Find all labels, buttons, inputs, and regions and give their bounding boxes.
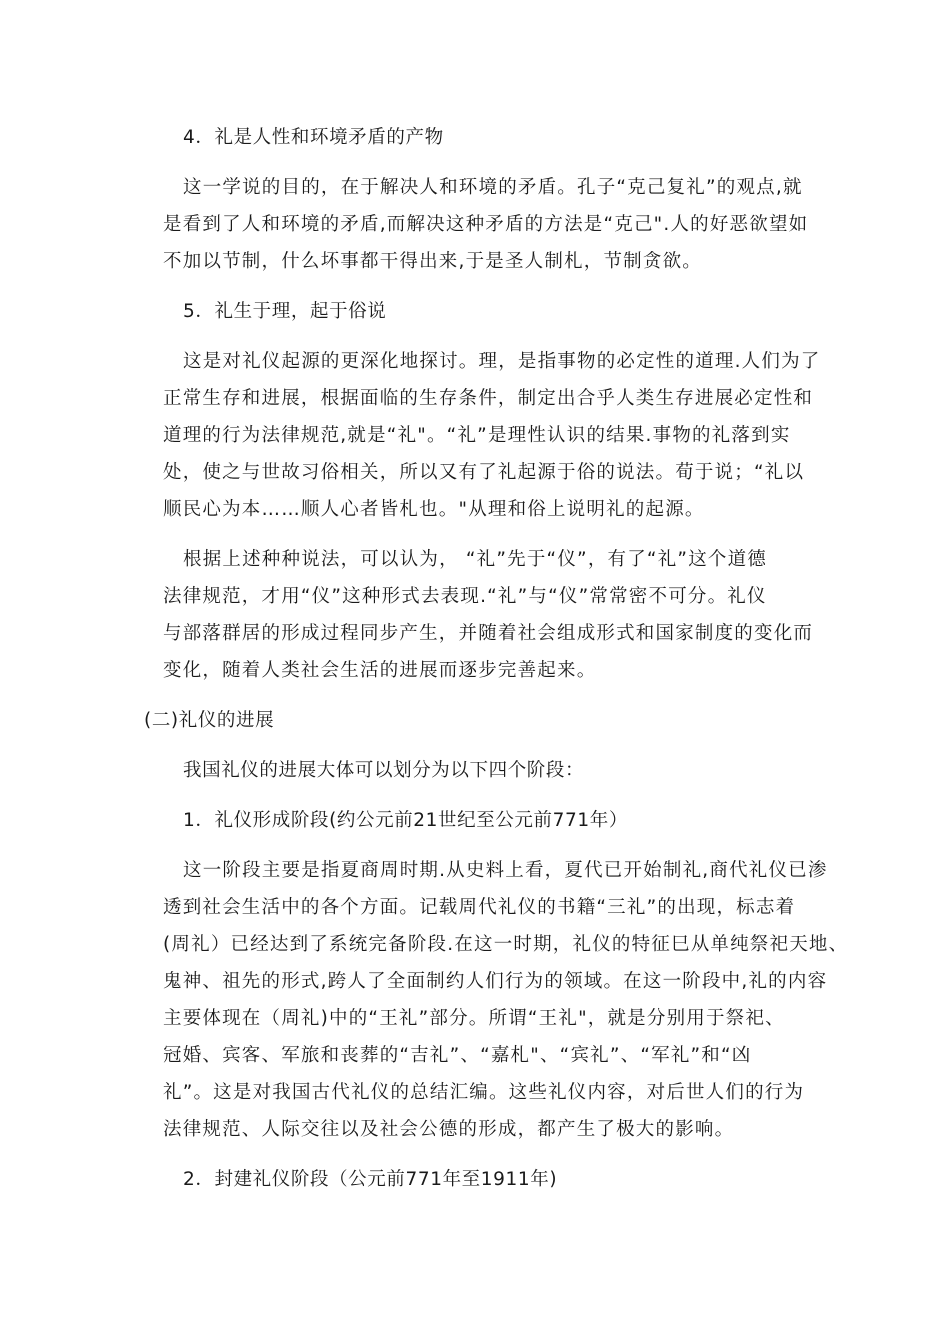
intro-paragraph: 我国礼仪的进展大体可以划分为以下四个阶段： <box>183 760 585 781</box>
paragraph-line: 礼”。这是对我国古代礼仪的总结汇编。这些礼仪内容，对后世人们的行为 <box>163 1082 805 1103</box>
paragraph-line: 顺民心为本……顺人心者皆札也。"从理和俗上说明礼的起源。 <box>163 499 705 520</box>
paragraph-line: 鬼神、祖先的形式,跨人了全面制约人们行为的领域。在这一阶段中,礼的内容 <box>163 971 828 992</box>
paragraph-line: 主要体现在（周礼)中的“王礼”部分。所谓“王礼"，就是分别用于祭祀、 <box>163 1008 785 1029</box>
paragraph-line: 不加以节制，什么坏事都干得出来,于是圣人制札，节制贪欲。 <box>163 251 702 272</box>
paragraph-line: 法律规范、人际交往以及社会公德的形成，都产生了极大的影响。 <box>163 1119 735 1140</box>
paragraph-line: (周礼）已经达到了系统完备阶段.在这一时期，礼仪的特征巳从单纯祭祀天地、 <box>163 934 849 955</box>
paragraph-line: 根据上述种种说法，可以认为， “礼”先于“仪”，有了“礼”这个道德 <box>183 549 767 570</box>
heading-item-4: 4．礼是人性和环境矛盾的产物 <box>183 127 444 148</box>
stage-2-heading: 2．封建礼仪阶段（公元前771年至1911年) <box>183 1169 558 1190</box>
paragraph-line: 是看到了人和环境的矛盾,而解决这种矛盾的方法是“克己".人的好恶欲望如 <box>163 214 809 235</box>
paragraph-line: 与部落群居的形成过程同步产生，并随着社会组成形式和国家制度的变化而 <box>163 623 814 644</box>
paragraph-line: 这是对礼仪起源的更深化地探讨。理，是指事物的必定性的道理.人们为了 <box>183 351 821 372</box>
paragraph-line: 正常生存和进展，根据面临的生存条件，制定出合乎人类生存进展必定性和 <box>163 388 814 409</box>
paragraph-line: 道理的行为法律规范,就是“礼"。“礼”是理性认识的结果.事物的礼落到实 <box>163 425 791 446</box>
paragraph-line: 透到社会生活中的各个方面。记载周代礼仪的书籍“三礼”的出现，标志着 <box>163 897 796 918</box>
paragraph-line: 变化，随着人类社会生活的进展而逐步完善起来。 <box>163 660 597 681</box>
paragraph-line: 冠婚、宾客、军旅和丧葬的“吉礼”、“嘉札"、“宾礼”、“军礼”和“凶 <box>163 1045 752 1066</box>
paragraph-line: 法律规范，才用“仪”这种形式去表现.“礼”与“仪”常常密不可分。礼仪 <box>163 586 767 607</box>
stage-1-heading: 1．礼仪形成阶段(约公元前21世纪至公元前771年） <box>183 810 628 831</box>
paragraph-line: 处，使之与世故习俗相关，所以又有了礼起源于俗的说法。荀于说；“礼以 <box>163 462 805 483</box>
heading-item-5: 5．礼生于理，起于俗说 <box>183 301 387 322</box>
paragraph-line: 这一学说的目的，在于解决人和环境的矛盾。孔子“克己复礼”的观点,就 <box>183 177 803 198</box>
paragraph-line: 这一阶段主要是指夏商周时期.从史料上看，夏代已开始制礼,商代礼仪已渗 <box>183 860 828 881</box>
section-title: (二)礼仪的进展 <box>144 710 275 731</box>
